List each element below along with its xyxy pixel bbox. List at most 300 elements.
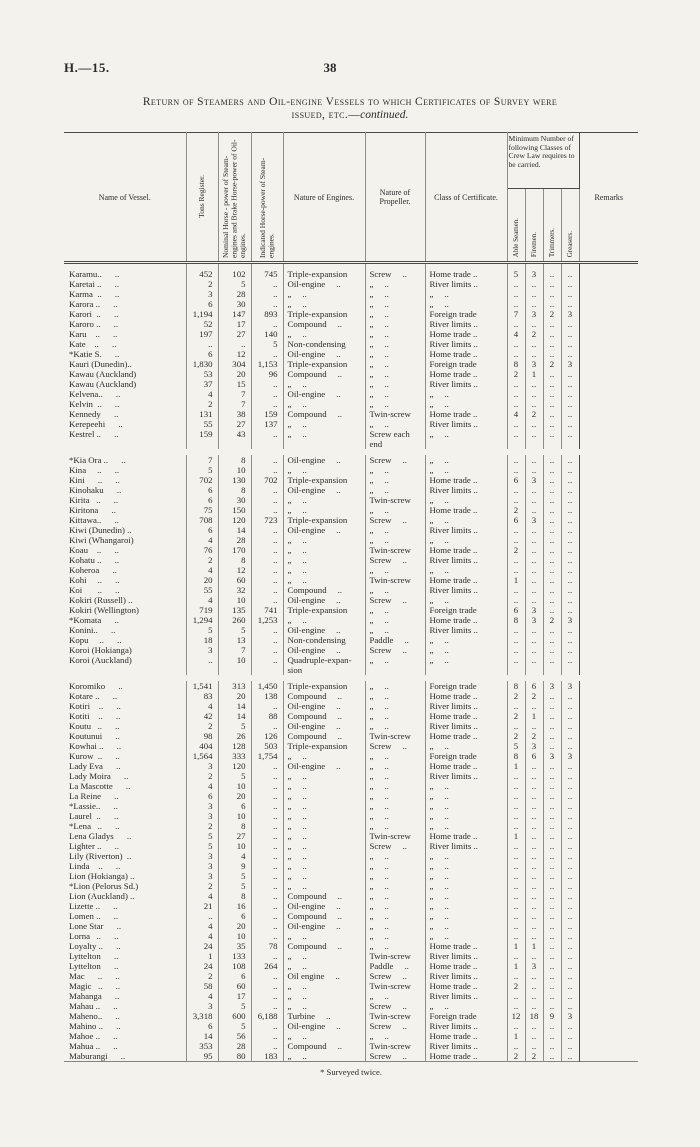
indicated-horsepower: .. bbox=[251, 811, 283, 821]
table-row bbox=[64, 1031, 638, 1041]
nature-of-engines: „ .. bbox=[283, 951, 365, 961]
nature-of-propeller: „ .. bbox=[365, 711, 425, 721]
class-of-certificate: „ .. bbox=[425, 781, 507, 791]
firemen-count: .. bbox=[525, 379, 543, 389]
vessel-name: Lady Eva .. bbox=[64, 761, 186, 771]
class-of-certificate: River limits .. bbox=[425, 841, 507, 851]
table-row bbox=[64, 575, 638, 585]
greasers-count: .. bbox=[561, 731, 579, 741]
tons-register: 14 bbox=[186, 1031, 218, 1041]
nature-of-engines: Oil-engine .. bbox=[283, 701, 365, 711]
remarks-cell bbox=[579, 545, 638, 555]
greasers-count: .. bbox=[561, 515, 579, 525]
greasers-count: .. bbox=[561, 701, 579, 711]
nature-of-propeller: Screw .. bbox=[365, 515, 425, 525]
nominal-horsepower: 10 bbox=[218, 781, 251, 791]
vessel-name: Kopu .. .. bbox=[64, 635, 186, 645]
nominal-horsepower: 14 bbox=[218, 711, 251, 721]
nature-of-propeller: Screw .. bbox=[365, 1021, 425, 1031]
table-row bbox=[64, 991, 638, 1001]
greasers-count: .. bbox=[561, 771, 579, 781]
vessel-name: *Lion (Pelorus Sd.) bbox=[64, 881, 186, 891]
nominal-horsepower: 56 bbox=[218, 1031, 251, 1041]
remarks-cell bbox=[579, 309, 638, 319]
tons-register: 6 bbox=[186, 485, 218, 495]
table-row bbox=[64, 349, 638, 359]
vessel-name: Mahua .. .. bbox=[64, 1041, 186, 1051]
greasers-count: .. bbox=[561, 349, 579, 359]
nominal-horsepower: 8 bbox=[218, 891, 251, 901]
class-of-certificate: „ .. bbox=[425, 535, 507, 545]
vessel-name: Kina .. .. bbox=[64, 465, 186, 475]
greasers-count: 3 bbox=[561, 751, 579, 761]
firemen-count: .. bbox=[525, 991, 543, 1001]
vessel-name: Mahino .. .. bbox=[64, 1021, 186, 1031]
table-row bbox=[64, 369, 638, 379]
greasers-count: .. bbox=[561, 635, 579, 645]
firemen-count: .. bbox=[525, 971, 543, 981]
class-of-certificate: „ .. bbox=[425, 871, 507, 881]
table-row bbox=[64, 605, 638, 615]
firemen-count: .. bbox=[525, 465, 543, 475]
greasers-count: .. bbox=[561, 409, 579, 419]
remarks-cell bbox=[579, 701, 638, 711]
class-of-certificate: „ .. bbox=[425, 811, 507, 821]
col-header-propeller: Nature of Propeller. bbox=[365, 133, 425, 263]
tons-register: 4 bbox=[186, 565, 218, 575]
nominal-horsepower: 600 bbox=[218, 1011, 251, 1021]
remarks-cell bbox=[579, 881, 638, 891]
firemen-count: 1 bbox=[525, 369, 543, 379]
nature-of-propeller: „ .. bbox=[365, 475, 425, 485]
tons-register: 4 bbox=[186, 991, 218, 1001]
nature-of-propeller: „ .. bbox=[365, 535, 425, 545]
nature-of-propeller: Screw .. bbox=[365, 1001, 425, 1011]
tons-register: 3 bbox=[186, 811, 218, 821]
indicated-horsepower: .. bbox=[251, 379, 283, 389]
vessel-name: Karu .. .. bbox=[64, 329, 186, 339]
nature-of-propeller: „ .. bbox=[365, 505, 425, 515]
vessel-name: Kestrel .. .. bbox=[64, 429, 186, 449]
nature-of-propeller: „ .. bbox=[365, 329, 425, 339]
nature-of-propeller: Twin-screw bbox=[365, 409, 425, 419]
nature-of-propeller: „ .. bbox=[365, 941, 425, 951]
vessel-name: Kirita .. .. bbox=[64, 495, 186, 505]
trimmers-count: .. bbox=[543, 831, 561, 841]
indicated-horsepower: .. bbox=[251, 781, 283, 791]
firemen-count: .. bbox=[525, 701, 543, 711]
nominal-horsepower: 130 bbox=[218, 475, 251, 485]
trimmers-count: .. bbox=[543, 263, 561, 280]
remarks-cell bbox=[579, 761, 638, 771]
able-seamen-count: 2 bbox=[507, 691, 525, 701]
greasers-count: .. bbox=[561, 585, 579, 595]
nature-of-engines: Compound .. bbox=[283, 711, 365, 721]
indicated-horsepower: .. bbox=[251, 625, 283, 635]
nature-of-propeller: „ .. bbox=[365, 851, 425, 861]
nominal-horsepower: 10 bbox=[218, 811, 251, 821]
tons-register: 6 bbox=[186, 299, 218, 309]
nature-of-engines: „ .. bbox=[283, 379, 365, 389]
col-header-able-seamen: Able Seamen. bbox=[507, 189, 525, 263]
table-row bbox=[64, 951, 638, 961]
vessel-name: Konini.. .. bbox=[64, 625, 186, 635]
remarks-cell bbox=[579, 871, 638, 881]
remarks-cell bbox=[579, 771, 638, 781]
firemen-count: 6 bbox=[525, 751, 543, 761]
greasers-count: 3 bbox=[561, 359, 579, 369]
indicated-horsepower: .. bbox=[251, 389, 283, 399]
nature-of-propeller: Screw each end bbox=[365, 429, 425, 449]
nominal-horsepower: 15 bbox=[218, 379, 251, 389]
vessel-name: Karori .. .. bbox=[64, 309, 186, 319]
vessel-name: Kittawa.. .. bbox=[64, 515, 186, 525]
class-of-certificate: Home trade .. bbox=[425, 475, 507, 485]
nature-of-engines: Oil-engine .. bbox=[283, 721, 365, 731]
trimmers-count: .. bbox=[543, 931, 561, 941]
indicated-horsepower: .. bbox=[251, 881, 283, 891]
title-line1: Return of Steamers and Oil-engine Vessels to which Certificates of Survey were bbox=[142, 96, 558, 108]
nature-of-engines: Oil-engine .. bbox=[283, 525, 365, 535]
class-of-certificate: Home trade .. bbox=[425, 329, 507, 339]
table-row bbox=[64, 901, 638, 911]
nature-of-engines: Triple-expansion bbox=[283, 515, 365, 525]
nature-of-propeller: „ .. bbox=[365, 465, 425, 475]
nature-of-engines: „ .. bbox=[283, 429, 365, 449]
firemen-count: 6 bbox=[525, 681, 543, 691]
trimmers-count: .. bbox=[543, 761, 561, 771]
table-row bbox=[64, 475, 638, 485]
able-seamen-count: .. bbox=[507, 465, 525, 475]
nature-of-engines: Triple-expansion bbox=[283, 475, 365, 485]
class-of-certificate: River limits .. bbox=[425, 721, 507, 731]
table-row bbox=[64, 751, 638, 761]
vessel-name: Koroi (Hokianga) bbox=[64, 645, 186, 655]
col-header-nominal-hp: Nominal Horse - power of Steam-engines and Brake Horse-power of Oil-engines. bbox=[218, 133, 251, 263]
firemen-count: .. bbox=[525, 645, 543, 655]
trimmers-count: .. bbox=[543, 941, 561, 951]
able-seamen-count: .. bbox=[507, 921, 525, 931]
table-row bbox=[64, 585, 638, 595]
indicated-horsepower: .. bbox=[251, 1031, 283, 1041]
nominal-horsepower: 12 bbox=[218, 565, 251, 575]
trimmers-count: .. bbox=[543, 881, 561, 891]
firemen-count: .. bbox=[525, 625, 543, 635]
trimmers-count: .. bbox=[543, 711, 561, 721]
indicated-horsepower: .. bbox=[251, 981, 283, 991]
indicated-horsepower: .. bbox=[251, 951, 283, 961]
table-row bbox=[64, 505, 638, 515]
firemen-count: .. bbox=[525, 821, 543, 831]
nature-of-propeller: Screw .. bbox=[365, 841, 425, 851]
indicated-horsepower: .. bbox=[251, 505, 283, 515]
greasers-count: .. bbox=[561, 389, 579, 399]
firemen-count: .. bbox=[525, 289, 543, 299]
col-header-trimmers: Trimmers. bbox=[543, 189, 561, 263]
nature-of-propeller: „ .. bbox=[365, 565, 425, 575]
firemen-count: 3 bbox=[525, 615, 543, 625]
nature-of-engines: Compound .. bbox=[283, 911, 365, 921]
vessel-name: Mahoe .. .. bbox=[64, 1031, 186, 1041]
firemen-count: .. bbox=[525, 931, 543, 941]
table-row bbox=[64, 801, 638, 811]
nominal-horsepower: 10 bbox=[218, 841, 251, 851]
nature-of-propeller: „ .. bbox=[365, 359, 425, 369]
vessel-name: Kotiri .. .. bbox=[64, 701, 186, 711]
firemen-count: .. bbox=[525, 801, 543, 811]
nature-of-engines: Triple-expansion bbox=[283, 681, 365, 691]
remarks-cell bbox=[579, 339, 638, 349]
able-seamen-count: .. bbox=[507, 841, 525, 851]
col-header-remarks: Remarks bbox=[579, 133, 638, 263]
trimmers-count: .. bbox=[543, 951, 561, 961]
nature-of-engines: Turbine .. bbox=[283, 1011, 365, 1021]
able-seamen-count: 2 bbox=[507, 369, 525, 379]
table-row bbox=[64, 1041, 638, 1051]
firemen-count: .. bbox=[525, 389, 543, 399]
firemen-count: .. bbox=[525, 851, 543, 861]
table-row bbox=[64, 971, 638, 981]
tons-register: .. bbox=[186, 911, 218, 921]
nominal-horsepower: 32 bbox=[218, 585, 251, 595]
greasers-count: .. bbox=[561, 821, 579, 831]
nature-of-engines: „ .. bbox=[283, 781, 365, 791]
trimmers-count: 9 bbox=[543, 1011, 561, 1021]
vessel-name: Mahau .. .. bbox=[64, 1001, 186, 1011]
vessel-name: Koheroa .. bbox=[64, 565, 186, 575]
nature-of-engines: Oil-engine .. bbox=[283, 349, 365, 359]
page-number: 38 bbox=[323, 60, 337, 75]
trimmers-count: .. bbox=[543, 851, 561, 861]
able-seamen-count: .. bbox=[507, 951, 525, 961]
indicated-horsepower: .. bbox=[251, 555, 283, 565]
indicated-horsepower: .. bbox=[251, 545, 283, 555]
vessel-name: Kini .. .. bbox=[64, 475, 186, 485]
greasers-count: .. bbox=[561, 465, 579, 475]
remarks-cell bbox=[579, 455, 638, 465]
class-of-certificate: Home trade .. bbox=[425, 961, 507, 971]
able-seamen-count: 1 bbox=[507, 575, 525, 585]
able-seamen-count: 4 bbox=[507, 329, 525, 339]
nature-of-propeller: „ .. bbox=[365, 1031, 425, 1041]
vessel-name: La Mascotte .. bbox=[64, 781, 186, 791]
remarks-cell bbox=[579, 389, 638, 399]
indicated-horsepower: .. bbox=[251, 585, 283, 595]
firemen-count: .. bbox=[525, 635, 543, 645]
table-row bbox=[64, 535, 638, 545]
class-of-certificate: „ .. bbox=[425, 881, 507, 891]
able-seamen-count: .. bbox=[507, 525, 525, 535]
greasers-count: .. bbox=[561, 781, 579, 791]
remarks-cell bbox=[579, 475, 638, 485]
page-header bbox=[0, 60, 700, 80]
able-seamen-count: .. bbox=[507, 881, 525, 891]
nominal-horsepower: 43 bbox=[218, 429, 251, 449]
nature-of-engines: „ .. bbox=[283, 791, 365, 801]
tons-register: 3,318 bbox=[186, 1011, 218, 1021]
class-of-certificate: „ .. bbox=[425, 791, 507, 801]
tons-register: 719 bbox=[186, 605, 218, 615]
vessel-name: *Katie S. .. bbox=[64, 349, 186, 359]
nominal-horsepower: 6 bbox=[218, 971, 251, 981]
vessel-name: Kawau (Auckland) bbox=[64, 379, 186, 389]
nominal-horsepower: 304 bbox=[218, 359, 251, 369]
tons-register: 58 bbox=[186, 981, 218, 991]
indicated-horsepower: .. bbox=[251, 535, 283, 545]
able-seamen-count: 5 bbox=[507, 741, 525, 751]
trimmers-count: .. bbox=[543, 339, 561, 349]
nominal-horsepower: 260 bbox=[218, 615, 251, 625]
greasers-count: .. bbox=[561, 565, 579, 575]
nature-of-propeller: „ .. bbox=[365, 801, 425, 811]
indicated-horsepower: 723 bbox=[251, 515, 283, 525]
nominal-horsepower: 27 bbox=[218, 419, 251, 429]
table-row bbox=[64, 921, 638, 931]
greasers-count: .. bbox=[561, 289, 579, 299]
remarks-cell bbox=[579, 349, 638, 359]
nominal-horsepower: 26 bbox=[218, 731, 251, 741]
greasers-count: .. bbox=[561, 595, 579, 605]
vessel-name: Lyttelton .. bbox=[64, 951, 186, 961]
nature-of-propeller: „ .. bbox=[365, 379, 425, 389]
nature-of-engines: „ .. bbox=[283, 981, 365, 991]
able-seamen-count: .. bbox=[507, 971, 525, 981]
tons-register: 4 bbox=[186, 595, 218, 605]
nominal-horsepower: 8 bbox=[218, 455, 251, 465]
nature-of-engines: „ .. bbox=[283, 861, 365, 871]
nominal-horsepower: 14 bbox=[218, 701, 251, 711]
able-seamen-count: .. bbox=[507, 901, 525, 911]
tons-register: 3 bbox=[186, 851, 218, 861]
tons-register: .. bbox=[186, 655, 218, 675]
nature-of-engines: „ .. bbox=[283, 871, 365, 881]
class-of-certificate: Foreign trade bbox=[425, 309, 507, 319]
nature-of-engines: Oil-engine .. bbox=[283, 279, 365, 289]
table-row bbox=[64, 1051, 638, 1062]
class-of-certificate: Home trade .. bbox=[425, 369, 507, 379]
indicated-horsepower: .. bbox=[251, 635, 283, 645]
vessel-name: Lion (Auckland) .. bbox=[64, 891, 186, 901]
nature-of-propeller: „ .. bbox=[365, 721, 425, 731]
able-seamen-count: .. bbox=[507, 771, 525, 781]
remarks-cell bbox=[579, 691, 638, 701]
nature-of-propeller: „ .. bbox=[365, 761, 425, 771]
nominal-horsepower: 5 bbox=[218, 871, 251, 881]
table-row bbox=[64, 911, 638, 921]
nominal-horsepower: 60 bbox=[218, 575, 251, 585]
indicated-horsepower: .. bbox=[251, 575, 283, 585]
remarks-cell bbox=[579, 625, 638, 635]
tons-register: 37 bbox=[186, 379, 218, 389]
trimmers-count: .. bbox=[543, 535, 561, 545]
nature-of-propeller: Screw .. bbox=[365, 595, 425, 605]
indicated-horsepower: .. bbox=[251, 721, 283, 731]
class-of-certificate: River limits .. bbox=[425, 701, 507, 711]
greasers-count: .. bbox=[561, 841, 579, 851]
class-of-certificate: „ .. bbox=[425, 455, 507, 465]
firemen-count: 1 bbox=[525, 941, 543, 951]
greasers-count: .. bbox=[561, 429, 579, 449]
tons-register: 20 bbox=[186, 575, 218, 585]
nominal-horsepower: 30 bbox=[218, 495, 251, 505]
remarks-cell bbox=[579, 263, 638, 280]
indicated-horsepower: .. bbox=[251, 429, 283, 449]
class-of-certificate: River limits .. bbox=[425, 339, 507, 349]
nature-of-propeller: Screw .. bbox=[365, 263, 425, 280]
tons-register: 24 bbox=[186, 961, 218, 971]
able-seamen-count: .. bbox=[507, 635, 525, 645]
trimmers-count: .. bbox=[543, 691, 561, 701]
table-row bbox=[64, 429, 638, 449]
class-of-certificate: „ .. bbox=[425, 851, 507, 861]
firemen-count: .. bbox=[525, 871, 543, 881]
nature-of-engines: „ .. bbox=[283, 399, 365, 409]
able-seamen-count: 2 bbox=[507, 505, 525, 515]
greasers-count: .. bbox=[561, 901, 579, 911]
nature-of-propeller: Screw .. bbox=[365, 971, 425, 981]
vessel-name: Magic .. .. bbox=[64, 981, 186, 991]
indicated-horsepower: .. bbox=[251, 991, 283, 1001]
nominal-horsepower: 147 bbox=[218, 309, 251, 319]
nominal-horsepower: 38 bbox=[218, 409, 251, 419]
greasers-count: .. bbox=[561, 991, 579, 1001]
greasers-count: .. bbox=[561, 535, 579, 545]
footnote: * Surveyed twice. bbox=[320, 1067, 382, 1077]
remarks-cell bbox=[579, 961, 638, 971]
greasers-count: .. bbox=[561, 711, 579, 721]
trimmers-count: .. bbox=[543, 741, 561, 751]
tons-register: 4 bbox=[186, 931, 218, 941]
tons-register: 1,564 bbox=[186, 751, 218, 761]
nature-of-engines: „ .. bbox=[283, 1051, 365, 1062]
title-line2: issued, etc.— bbox=[291, 109, 361, 121]
firemen-count: 2 bbox=[525, 329, 543, 339]
greasers-count: .. bbox=[561, 931, 579, 941]
firemen-count: 3 bbox=[525, 309, 543, 319]
table-row bbox=[64, 1001, 638, 1011]
firemen-count: .. bbox=[525, 399, 543, 409]
tons-register: 2 bbox=[186, 971, 218, 981]
tons-register: 131 bbox=[186, 409, 218, 419]
remarks-cell bbox=[579, 741, 638, 751]
greasers-count: .. bbox=[561, 645, 579, 655]
indicated-horsepower: .. bbox=[251, 495, 283, 505]
tons-register: .. bbox=[186, 339, 218, 349]
able-seamen-count: .. bbox=[507, 379, 525, 389]
vessel-name: Linda .. .. bbox=[64, 861, 186, 871]
greasers-count: .. bbox=[561, 419, 579, 429]
table-row bbox=[64, 495, 638, 505]
able-seamen-count: 6 bbox=[507, 515, 525, 525]
trimmers-count: .. bbox=[543, 841, 561, 851]
firemen-count: .. bbox=[525, 319, 543, 329]
nature-of-engines: „ .. bbox=[283, 495, 365, 505]
nature-of-propeller: „ .. bbox=[365, 349, 425, 359]
table-row bbox=[64, 339, 638, 349]
nature-of-engines: Quadruple-expan- sion bbox=[283, 655, 365, 675]
nature-of-engines: Compound .. bbox=[283, 941, 365, 951]
trimmers-count: .. bbox=[543, 555, 561, 565]
nature-of-propeller: „ .. bbox=[365, 585, 425, 595]
remarks-cell bbox=[579, 655, 638, 675]
firemen-count: 2 bbox=[525, 731, 543, 741]
nominal-horsepower: 30 bbox=[218, 299, 251, 309]
trimmers-count: .. bbox=[543, 1051, 561, 1062]
class-of-certificate: River limits .. bbox=[425, 951, 507, 961]
tons-register: 5 bbox=[186, 625, 218, 635]
nature-of-propeller: Twin-screw bbox=[365, 1011, 425, 1021]
vessel-name: Lomen .. .. bbox=[64, 911, 186, 921]
